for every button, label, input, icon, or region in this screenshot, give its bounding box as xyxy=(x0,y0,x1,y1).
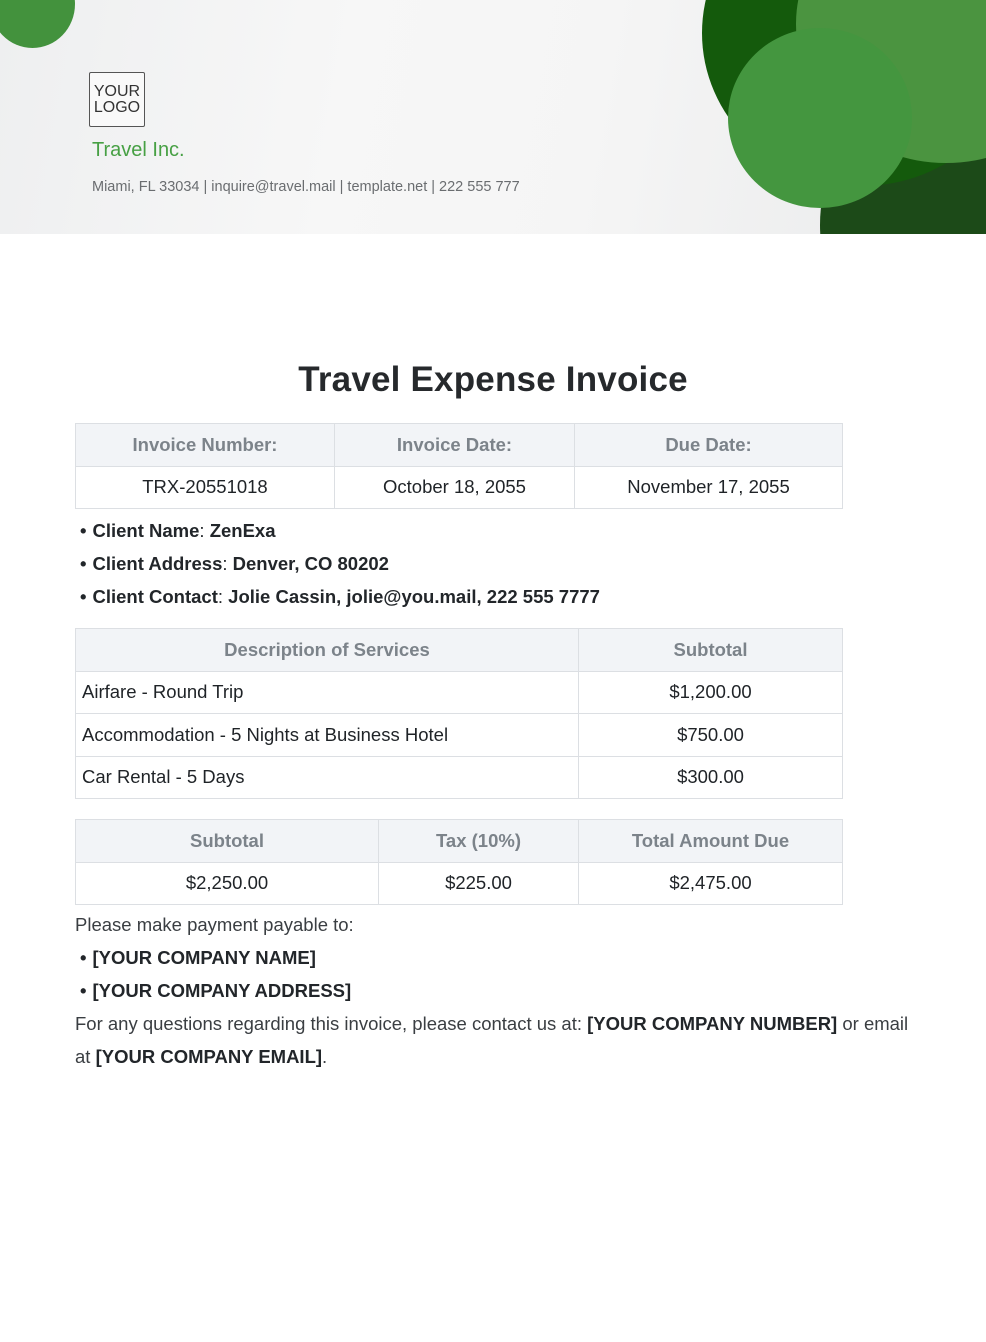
subtotal-value: $2,250.00 xyxy=(76,862,379,905)
decorative-circle-top-left xyxy=(0,0,75,48)
service-description: Car Rental - 5 Days xyxy=(76,756,579,799)
bullet-icon: • xyxy=(80,586,87,607)
header-subtotal: Subtotal xyxy=(579,629,843,672)
contact-note xyxy=(75,1007,925,1073)
logo-line-2: LOGO xyxy=(93,98,141,116)
header-due-date: Due Date: xyxy=(575,424,843,467)
bullet-icon: • xyxy=(80,520,87,541)
client-contact-label: Client Contact xyxy=(92,586,218,607)
totals-table xyxy=(75,819,843,905)
client-name-value: ZenExa xyxy=(209,520,276,541)
total-due-value: $2,475.00 xyxy=(579,862,843,905)
invoice-date-value: October 18, 2055 xyxy=(335,466,575,509)
header-invoice-number: Invoice Number: xyxy=(76,424,335,467)
client-name-label: Client Name xyxy=(92,520,200,541)
table-row xyxy=(76,862,843,905)
table-row xyxy=(76,714,843,757)
table-header-row xyxy=(76,424,843,467)
header-invoice-date: Invoice Date: xyxy=(335,424,575,467)
header-tax: Tax (10%) xyxy=(379,820,579,863)
document-header xyxy=(0,0,986,234)
payee-company-name-text: [YOUR COMPANY NAME] xyxy=(92,947,316,968)
client-address-label: Client Address xyxy=(92,553,223,574)
payment-intro: Please make payment payable to: xyxy=(75,914,354,935)
header-description: Description of Services xyxy=(76,629,579,672)
client-address-item: • Client Address: Denver, CO 80202 xyxy=(80,547,600,580)
service-subtotal: $1,200.00 xyxy=(579,671,843,714)
company-name: Travel Inc. xyxy=(92,139,185,161)
tax-value: $225.00 xyxy=(379,862,579,905)
contact-mid: or email at xyxy=(75,1013,909,1067)
table-header-row xyxy=(76,820,843,863)
header-total-due: Total Amount Due xyxy=(579,820,843,863)
header-subtotal: Subtotal xyxy=(76,820,379,863)
client-details-list xyxy=(80,514,600,613)
table-row xyxy=(76,466,843,509)
service-subtotal: $750.00 xyxy=(579,714,843,757)
service-description: Accommodation - 5 Nights at Business Hotel xyxy=(76,714,579,757)
client-name-item: • Client Name: ZenExa xyxy=(80,514,600,547)
contact-email: [YOUR COMPANY EMAIL] xyxy=(95,1046,323,1067)
bullet-icon: • xyxy=(80,947,87,968)
bullet-icon: • xyxy=(80,553,87,574)
services-table xyxy=(75,628,843,799)
table-row xyxy=(76,756,843,799)
document-title: Travel Expense Invoice xyxy=(298,360,688,399)
contact-suffix: . xyxy=(322,1046,328,1067)
contact-number: [YOUR COMPANY NUMBER] xyxy=(587,1013,838,1034)
company-logo-placeholder xyxy=(89,72,145,127)
table-header-row xyxy=(76,629,843,672)
client-contact-item: • Client Contact: Jolie Cassin, jolie@you.mail, 222 555 7777 xyxy=(80,580,600,613)
decorative-circle-mid xyxy=(728,28,912,208)
payee-company-name xyxy=(80,941,925,974)
invoice-meta-table xyxy=(75,423,843,509)
contact-prefix: For any questions regarding this invoice, please contact us at: xyxy=(75,1013,588,1034)
company-contact-info: Miami, FL 33034 | inquire@travel.mail | template.net | 222 555 777 xyxy=(92,179,520,195)
due-date-value: November 17, 2055 xyxy=(575,466,843,509)
payee-list xyxy=(75,941,925,1007)
table-row xyxy=(76,671,843,714)
payment-instructions xyxy=(75,908,925,1073)
invoice-number-value: TRX-20551018 xyxy=(76,466,335,509)
bullet-icon: • xyxy=(80,980,87,1001)
payee-company-address-text: [YOUR COMPANY ADDRESS] xyxy=(92,980,352,1001)
payee-company-address xyxy=(80,974,925,1007)
logo-line-1: YOUR xyxy=(93,82,141,100)
client-contact-value: Jolie Cassin, jolie@you.mail, 222 555 7777 xyxy=(228,586,600,607)
service-subtotal: $300.00 xyxy=(579,756,843,799)
service-description: Airfare - Round Trip xyxy=(76,671,579,714)
client-address-value: Denver, CO 80202 xyxy=(232,553,389,574)
